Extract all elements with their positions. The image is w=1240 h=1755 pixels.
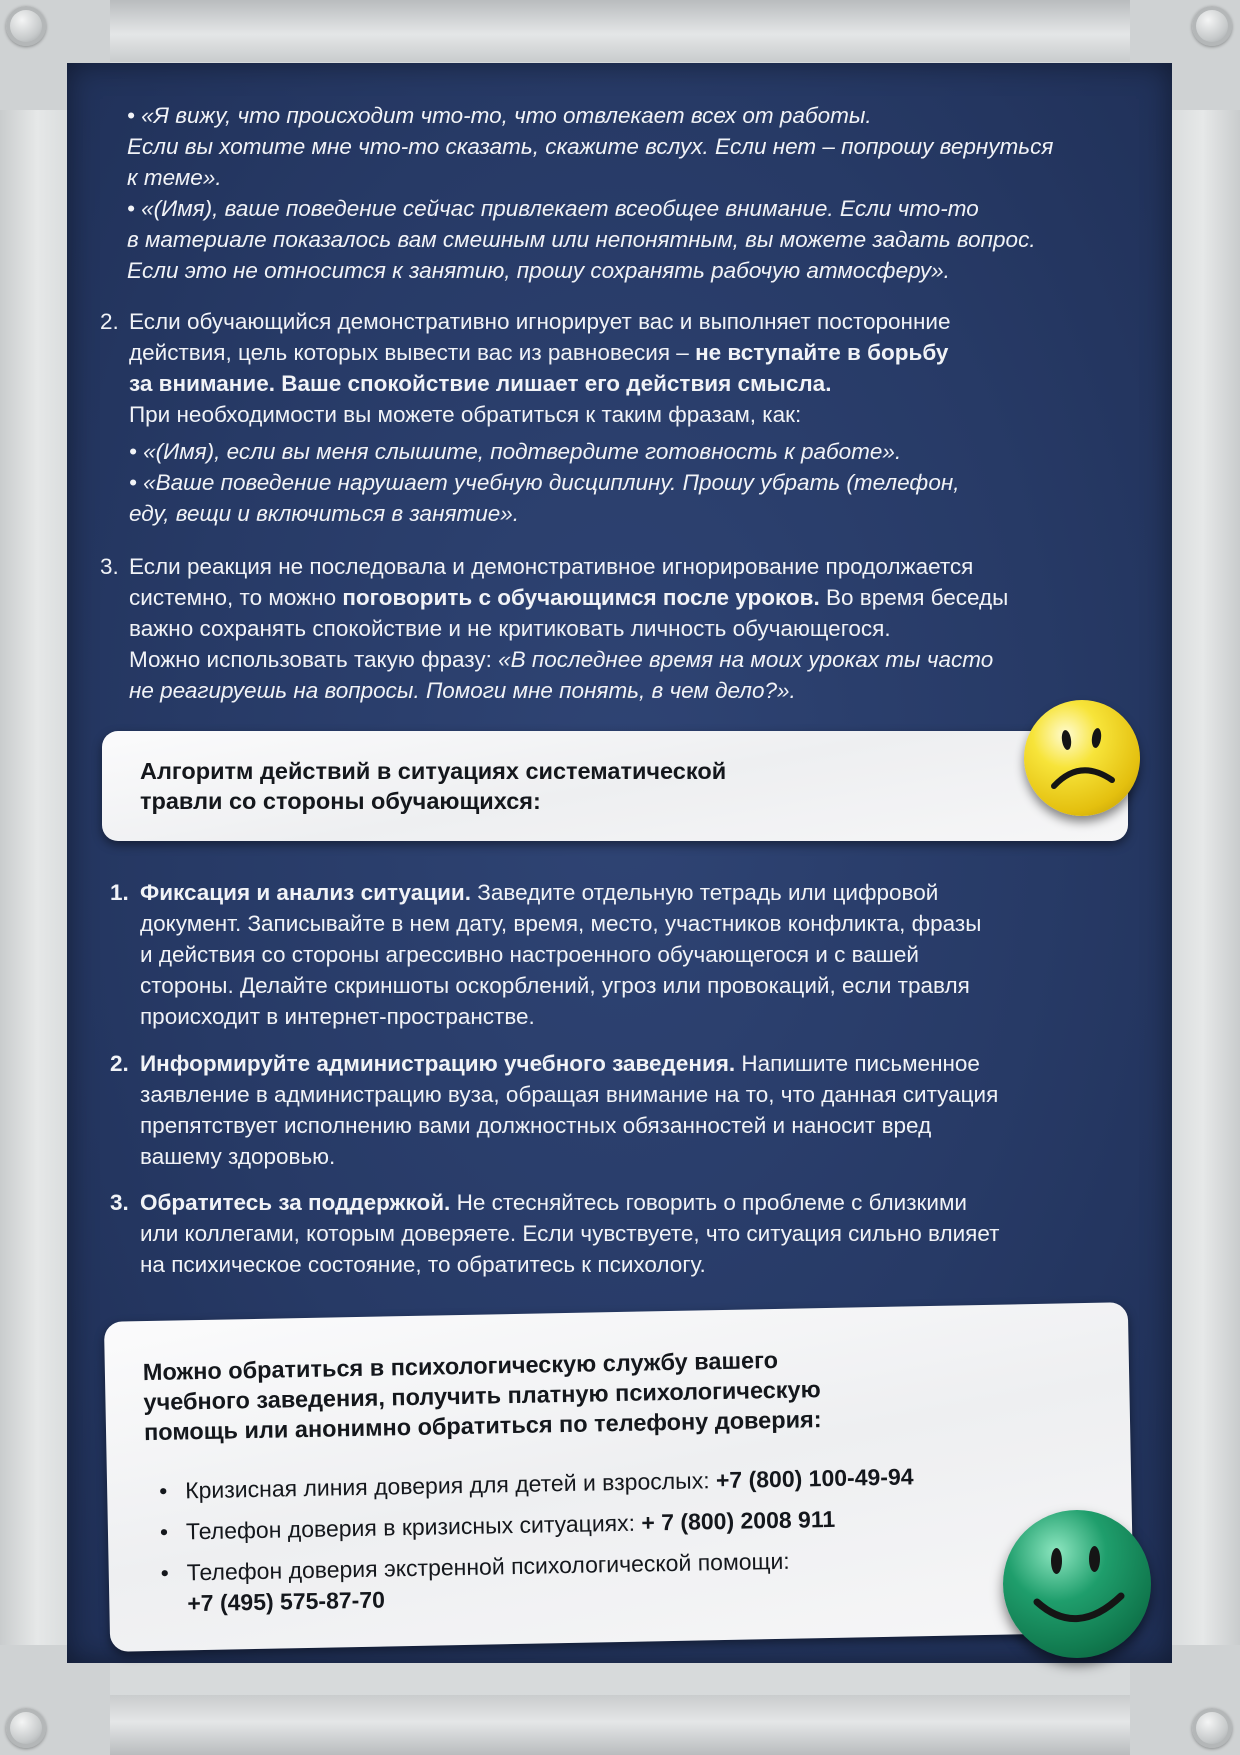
help-title-line: Можно обратиться в психологическую службу вашего — [142, 1346, 779, 1386]
step-number: 1. — [110, 880, 129, 905]
quote-line: • «Я вижу, что происходит что-то, что отвлекает всех от работы. — [127, 103, 872, 128]
quote-line: • «Ваше поведение нарушает учебную дисциплину. Прошу убрать (телефон, — [129, 470, 960, 495]
step-line — [140, 877, 1160, 908]
item-text: системно, то можно — [129, 585, 343, 610]
frame-bottom-rail — [0, 1695, 1240, 1755]
step-line — [140, 1187, 1160, 1218]
item-text: действия, цель которых вывести вас из равновесия – — [129, 340, 696, 365]
quote-line: Если вы хотите мне что-то сказать, скажите вслух. Если нет – попрошу вернуться — [127, 134, 1054, 159]
hotline-label: Телефон доверия в кризисных ситуациях: — [185, 1509, 642, 1545]
rivet-icon — [6, 1708, 46, 1748]
step-3 — [110, 1187, 1160, 1280]
hotline-label: Телефон доверия экстренной психологической помощи: — [186, 1547, 790, 1586]
intro-quote-1 — [127, 100, 1167, 193]
step-line: или коллегами, которым доверяете. Если чувствуете, что ситуация сильно влияет — [140, 1221, 1000, 1246]
bullet-icon: • — [160, 1559, 170, 1586]
algorithm-title — [140, 756, 726, 816]
item-line — [129, 337, 1169, 368]
hotline-label: Кризисная линия доверия для детей и взрослых: — [184, 1467, 717, 1504]
frown-icon — [1024, 700, 1140, 816]
rivet-icon — [6, 6, 46, 46]
item-line: Если реакция не последовала и демонстративное игнорирование продолжается — [129, 554, 974, 579]
item-text: Во время беседы — [819, 585, 1009, 610]
help-card — [104, 1302, 1134, 1652]
algorithm-title-line: травли со стороны обучающихся: — [140, 788, 541, 814]
item-text: Можно использовать такую фразу: — [129, 647, 499, 672]
step-heading: Информируйте администрацию учебного заведения. — [140, 1051, 736, 1076]
hotline-item — [160, 1546, 790, 1620]
item-3 — [100, 551, 1169, 706]
step-heading: Фиксация и анализ ситуации. — [140, 880, 472, 905]
step-text: Напишите письменное — [735, 1051, 980, 1076]
item-quote: «В последнее время на моих уроках ты часто — [498, 647, 994, 672]
happy-face-icon — [1003, 1510, 1151, 1658]
step-number: 3. — [110, 1190, 129, 1215]
help-title — [143, 1344, 822, 1447]
algorithm-title-line: Алгоритм действий в ситуациях систематической — [140, 758, 727, 784]
hotline-item — [158, 1461, 914, 1506]
intro-quote-2 — [127, 193, 1167, 286]
hotline-phone[interactable]: + 7 (800) 2008 911 — [641, 1505, 836, 1536]
help-title-line: помощь или анонимно обратиться по телефону доверия: — [143, 1406, 822, 1446]
smile-icon — [1003, 1510, 1151, 1658]
step-line: стороны. Делайте скриншоты оскорблений, угроз или провокаций, если травля — [140, 973, 970, 998]
item-line: важно сохранять спокойствие и не критиковать личность обучающегося. — [129, 616, 891, 641]
sad-face-icon — [1024, 700, 1140, 816]
hotline-phone[interactable]: +7 (800) 100-49-94 — [715, 1463, 914, 1494]
step-line: и действия со стороны агрессивно настроенного обучающегося и с вашей — [140, 942, 919, 967]
quote-line: Если это не относится к занятию, прошу сохранять рабочую атмосферу». — [127, 258, 950, 283]
step-line: препятствует исполнению вами должностных обязанностей и наносит вред — [140, 1113, 932, 1138]
help-title-line: учебного заведения, получить платную психологическую — [143, 1376, 821, 1416]
step-2 — [110, 1048, 1160, 1172]
quote-line: к теме». — [127, 165, 222, 190]
step-line: заявление в администрацию вуза, обращая внимание на то, что данная ситуация — [140, 1082, 999, 1107]
rivet-icon — [1192, 1708, 1232, 1748]
quote-line: • «(Имя), если вы меня слышите, подтвердите готовность к работе». — [129, 439, 902, 464]
item-quote: не реагируешь на вопросы. Помоги мне понять, в чем дело?». — [129, 678, 796, 703]
step-text: Не стесняйтесь говорить о проблеме с близкими — [450, 1190, 967, 1215]
quote-line: еду, вещи и включиться в занятие». — [129, 501, 520, 526]
quote-line: в материале показалось вам смешным или непонятным, вы можете задать вопрос. — [127, 227, 1036, 252]
hotline-item — [159, 1504, 836, 1547]
step-1 — [110, 877, 1160, 1032]
step-line: на психическое состояние, то обратитесь к психологу. — [140, 1252, 706, 1277]
step-line: происходит в интернет-пространстве. — [140, 1004, 535, 1029]
step-line — [140, 1048, 1160, 1079]
item-line — [129, 644, 1169, 675]
rivet-icon — [1192, 6, 1232, 46]
algorithm-card — [102, 731, 1128, 841]
item-number: 2. — [100, 309, 119, 334]
bullet-icon: • — [158, 1477, 168, 1504]
item-line — [129, 582, 1169, 613]
step-text: Заведите отдельную тетрадь или цифровой — [471, 880, 939, 905]
item-line: Если обучающийся демонстративно игнорирует вас и выполняет посторонние — [129, 309, 951, 334]
step-line: вашему здоровью. — [140, 1144, 336, 1169]
hotline-phone[interactable]: +7 (495) 575-87-70 — [187, 1586, 386, 1617]
quote-line: • «(Имя), ваше поведение сейчас привлекает всеобщее внимание. Если что-то — [127, 196, 979, 221]
item-emphasis: за внимание. Ваше спокойствие лишает его действия смысла. — [129, 371, 832, 396]
item-2 — [100, 306, 1169, 529]
step-heading: Обратитесь за поддержкой. — [140, 1190, 451, 1215]
frame-top-rail — [0, 0, 1240, 62]
item-emphasis: поговорить с обучающимся после уроков. — [342, 585, 820, 610]
step-number: 2. — [110, 1051, 129, 1076]
item-emphasis: не вступайте в борьбу — [695, 340, 949, 365]
step-line: документ. Записывайте в нем дату, время, место, участников конфликта, фразы — [140, 911, 982, 936]
item-line: При необходимости вы можете обратиться к таким фразам, как: — [129, 402, 802, 427]
bullet-icon: • — [159, 1518, 169, 1545]
item-number: 3. — [100, 554, 119, 579]
